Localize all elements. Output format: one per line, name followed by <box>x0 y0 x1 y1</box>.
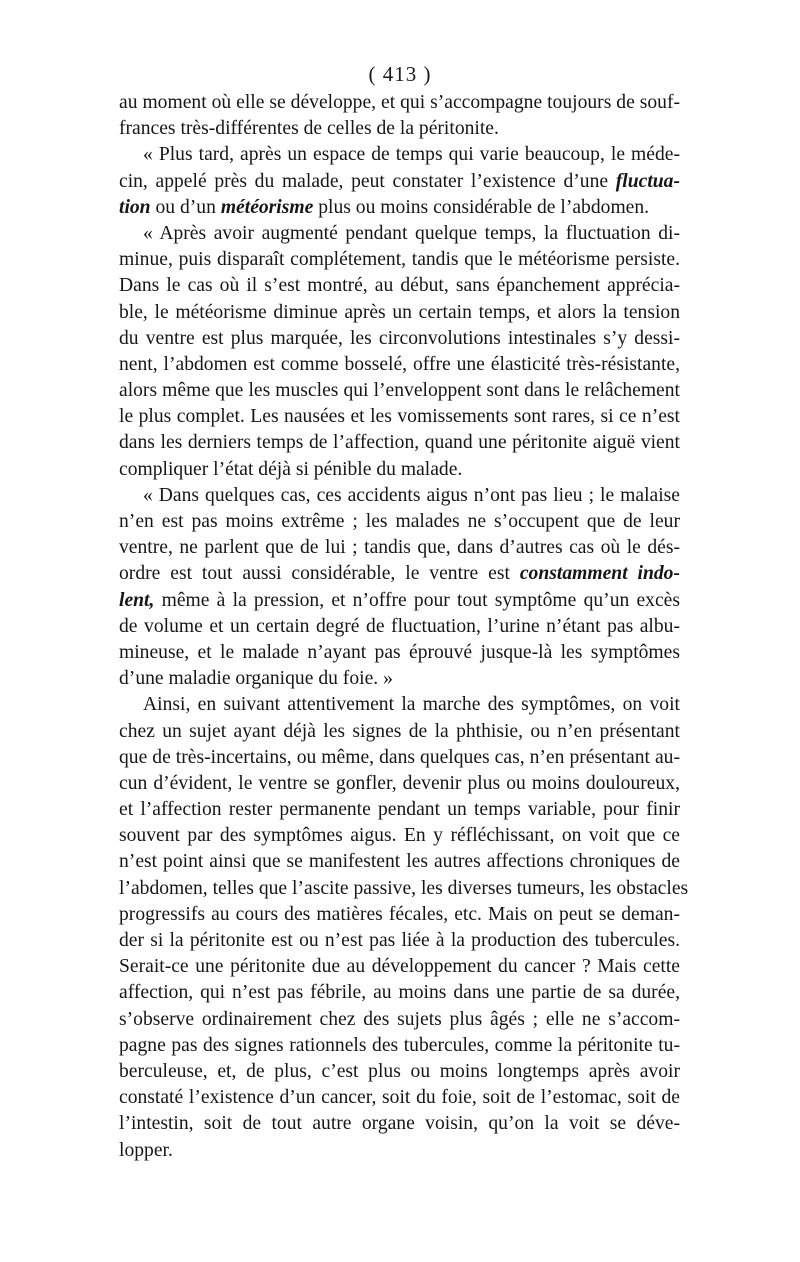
text-line <box>119 142 680 168</box>
text-line <box>119 483 680 509</box>
line-text: du ventre est plus marquée, les circonvolutions intestinales s’y dessi- <box>119 327 680 349</box>
text-line <box>119 614 680 640</box>
text-line <box>119 535 680 561</box>
line-text: compliquer l’état déjà si pénible du malade. <box>119 458 463 480</box>
text-line <box>119 692 680 718</box>
text-line <box>119 352 680 378</box>
line-text: minue, puis disparaît complétement, tandis que le météorisme persiste. <box>119 249 680 271</box>
text-line <box>119 1111 680 1137</box>
line-text: dans les derniers temps de l’affection, quand une péritonite aiguë vient <box>119 432 680 454</box>
line-text: berculeuse, et, de plus, c’est plus ou moins longtemps après avoir <box>119 1060 680 1082</box>
line-text: au moment où elle se développe, et qui s’accompagne toujours de souf- <box>119 92 680 113</box>
text-line <box>119 1059 680 1085</box>
line-text: « Après avoir augmenté pendant quelque temps, la fluctuation di- <box>143 222 680 244</box>
text-line <box>119 1033 680 1059</box>
text-line <box>119 404 680 430</box>
line-text: « Plus tard, après un espace de temps qui varie beaucoup, le méde- <box>143 144 680 166</box>
emphasized-text: constamment indo- <box>519 563 681 585</box>
line-text: mineuse, et le malade n’ayant pas éprouvé jusque-là les symptômes <box>119 641 680 663</box>
line-text: progressifs au cours des matières fécales, etc. Mais on peut se deman- <box>119 903 680 925</box>
line-text: s’observe ordinairement chez des sujets plus âgés ; elle ne s’accom- <box>119 1008 680 1030</box>
text-line <box>119 928 680 954</box>
text-line <box>119 273 680 299</box>
emphasized-text: météorisme <box>220 196 314 218</box>
line-text: même à la pression, et n’offre pour tout symptôme qu’un excès <box>154 589 680 611</box>
line-text: nent, l’abdomen est comme bosselé, offre une élasticité très-résistante, <box>119 353 680 375</box>
line-text: l’intestin, soit de tout autre organe voisin, qu’on la voit se déve- <box>119 1113 680 1135</box>
line-text: que de très-incertains, ou même, dans quelques cas, n’en présentant au- <box>119 746 680 768</box>
line-text: pagne pas des signes rationnels des tubercules, comme la péritonite tu- <box>119 1034 680 1056</box>
line-text: ventre, ne parlent que de lui ; tandis que, dans d’autres cas où le dés- <box>119 537 680 559</box>
text-line <box>119 457 680 483</box>
text-line <box>119 588 680 614</box>
text-line <box>119 954 680 980</box>
text-line <box>119 1007 680 1033</box>
text-line <box>119 902 680 928</box>
text-line <box>119 116 680 142</box>
text-line <box>119 90 680 116</box>
line-text: de volume et un certain degré de fluctuation, l’urine n’étant pas albu- <box>119 615 680 637</box>
emphasized-text: fluctua- <box>615 170 680 192</box>
text-line <box>119 326 680 352</box>
line-text: Ainsi, en suivant attentivement la marche des symptômes, on voit <box>143 694 680 716</box>
text-line <box>119 771 680 797</box>
line-text: plus ou moins considérable de l’abdomen. <box>313 196 650 218</box>
text-line <box>119 221 680 247</box>
line-text: d’une maladie organique du foie. » <box>119 668 393 690</box>
text-line <box>119 745 680 771</box>
text-line <box>119 561 680 587</box>
line-text: cin, appelé près du malade, peut constater l’existence d’une <box>119 170 616 192</box>
text-line <box>119 1085 680 1111</box>
line-text: der si la péritonite est ou n’est pas liée à la production des tubercules. <box>119 930 680 951</box>
emphasized-text: tion <box>119 196 151 218</box>
page-number: ( 413 ) <box>368 62 432 86</box>
line-text: « Dans quelques cas, ces accidents aigus n’ont pas lieu ; le malaise <box>143 484 680 506</box>
text-line <box>119 430 680 456</box>
text-line <box>119 849 680 875</box>
line-text: ble, le météorisme diminue après un certain temps, et alors la tension <box>119 301 680 323</box>
text-line <box>119 1138 680 1164</box>
text-line <box>119 666 680 692</box>
line-text: l’abdomen, telles que l’ascite passive, les diverses tumeurs, les obstacles <box>119 877 689 899</box>
line-text: n’en est pas moins extrême ; les malades ne s’occupent que de leur <box>119 511 680 532</box>
text-line <box>119 169 680 195</box>
line-text: constaté l’existence d’un cancer, soit du foie, soit de l’estomac, soit de <box>119 1087 680 1109</box>
line-text: et l’affection rester permanente pendant un temps variable, pour finir <box>119 799 680 821</box>
text-line <box>119 797 680 823</box>
text-line <box>119 876 689 902</box>
text-line <box>119 823 680 849</box>
text-line <box>119 195 680 221</box>
text-line <box>119 378 680 404</box>
line-text: frances très-différentes de celles de la péritonite. <box>119 118 499 140</box>
body-text <box>119 90 689 1164</box>
line-text: ou d’un <box>150 196 221 218</box>
text-line <box>119 640 680 666</box>
line-text: Serait-ce une péritonite due au développement du cancer ? Mais cette <box>119 956 680 978</box>
text-line <box>119 719 680 745</box>
text-line <box>119 300 680 326</box>
line-text: lopper. <box>119 1139 173 1161</box>
text-line <box>119 509 680 535</box>
line-text: souvent par des symptômes aigus. En y réfléchissant, on voit que ce <box>119 825 680 847</box>
emphasized-text: lent, <box>119 589 155 611</box>
line-text: Dans le cas où il s’est montré, au début, sans épanchement apprécia- <box>119 275 680 297</box>
line-text: affection, qui n’est pas fébrile, au moins dans une partie de sa durée, <box>119 982 680 1004</box>
line-text: chez un sujet ayant déjà les signes de la phthisie, ou n’en présentant <box>119 720 680 742</box>
line-text: le plus complet. Les nausées et les vomissements sont rares, si ce n’est <box>119 406 680 428</box>
line-text: ordre est tout aussi considérable, le ventre est <box>119 563 520 585</box>
line-text: alors même que les muscles qui l’enveloppent sont dans le relâchement <box>119 380 680 402</box>
line-text: n’est point ainsi que se manifestent les autres affections chroniques de <box>119 851 680 873</box>
line-text: cun d’évident, le ventre se gonfler, devenir plus ou moins douloureux, <box>119 772 680 794</box>
text-line <box>119 980 680 1006</box>
text-line <box>119 247 680 273</box>
